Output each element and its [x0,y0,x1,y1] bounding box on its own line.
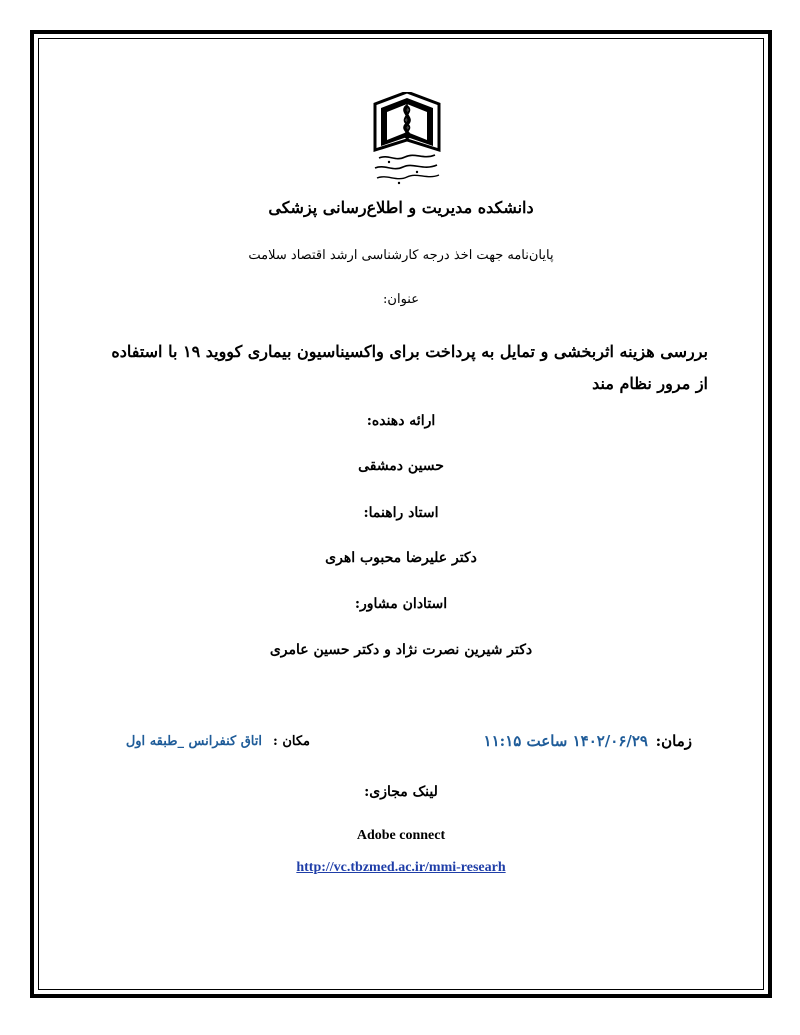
advisors-names: دکتر شیرین نصرت نژاد و دکتر حسین عامری [269,642,533,658]
school-name: دانشکده مدیریت و اطلاع‌رسانی پزشکی [268,198,534,217]
university-logo [365,92,449,192]
supervisor-name: دکتر علیرضا محبوب اهری [325,550,477,566]
place-value: اتاق کنفرانس _طبقه اول [125,734,262,749]
announcement-page [40,40,762,988]
place-label: مکان : [273,734,310,749]
schedule-row [110,732,692,756]
title-label: عنوان: [383,292,419,307]
presenter-name: حسین دمشقی [358,458,444,474]
time-value: ۱۴۰۲/۰۶/۲۹ ساعت ۱۱:۱۵ [483,732,648,750]
online-link-label: لینک مجازی: [364,784,438,800]
online-link-row [40,860,762,876]
online-session-link[interactable]: http://vc.tbzmed.ac.ir/mmi-researh [296,860,506,875]
presenter-label: ارائه دهنده: [366,413,436,429]
time-label: زمان: [655,732,692,750]
supervisor-label: استاد راهنما: [363,505,439,521]
degree-line: پایان‌نامه جهت اخذ درجه کارشناسی ارشد اقتصاد سلامت [248,248,554,263]
platform-name: Adobe connect [356,828,446,843]
university-logo-icon [365,92,449,192]
advisors-label: استادان مشاور: [354,596,448,612]
thesis-title: بررسی هزینه اثربخشی و تمایل به پرداخت برای واکسیناسیون بیماری کووید ۱۹ با استفاده از مرور نظام مند [111,342,708,393]
